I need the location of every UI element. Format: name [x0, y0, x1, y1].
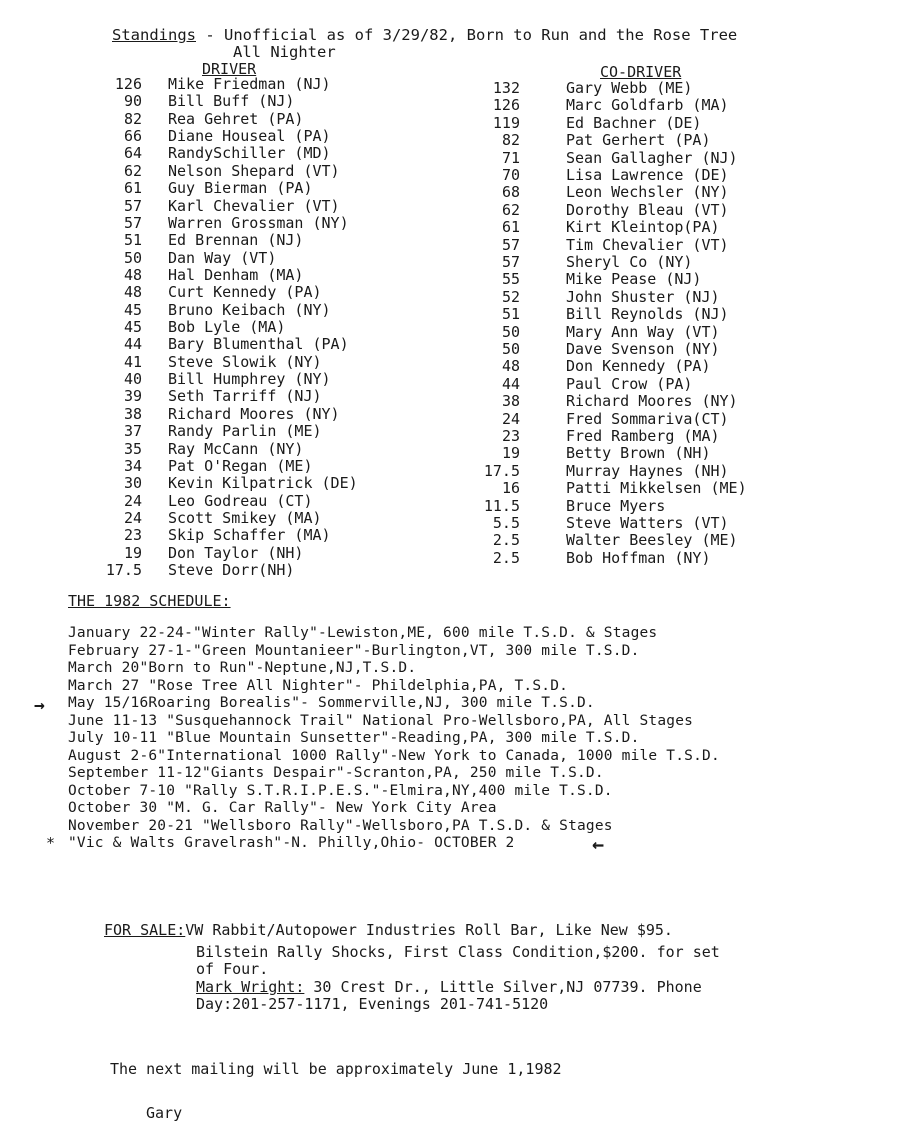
driver-row — [104, 284, 322, 301]
driver-name: Ed Brennan (NJ) — [168, 231, 304, 250]
codriver-score: 70 — [501, 166, 520, 184]
codriver-row — [480, 271, 701, 288]
driver-score: 38 — [123, 404, 142, 423]
codriver-row — [480, 150, 738, 167]
codriver-score: 82 — [501, 131, 520, 150]
schedule-event: February 27-1-"Green Mountanieer"-Burlington,VT, 300 mile T.S.D. — [68, 642, 640, 659]
codriver-row — [480, 376, 692, 393]
codriver-row — [480, 97, 729, 114]
codriver-row — [480, 254, 692, 271]
driver-score: 57 — [123, 196, 142, 215]
codriver-name: Patti Mikkelsen (ME) — [566, 479, 747, 498]
driver-row — [104, 371, 331, 388]
driver-name: RandySchiller (MD) — [168, 144, 331, 163]
codriver-row — [480, 393, 738, 410]
codriver-row — [480, 515, 729, 532]
driver-row — [104, 475, 358, 492]
codriver-score: 57 — [501, 235, 520, 254]
driver-score: 19 — [123, 543, 142, 562]
driver-name: Skip Schaffer (MA) — [168, 526, 331, 545]
for-sale-label: FOR SALE: — [104, 921, 186, 939]
codriver-name: Steve Watters (VT) — [566, 514, 729, 532]
driver-row — [104, 458, 313, 475]
driver-score: 23 — [123, 526, 142, 545]
codriver-score: 68 — [501, 183, 520, 202]
driver-name: Bob Lyle (MA) — [168, 318, 286, 337]
driver-name: Mike Friedman (NJ) — [168, 75, 331, 93]
schedule-event: "Vic & Walts Gravelrash"-N. Philly,Ohio- OCTOBER 2 — [68, 835, 515, 851]
standings-title — [112, 26, 737, 44]
driver-row — [104, 163, 340, 180]
codriver-name: Paul Crow (PA) — [566, 374, 693, 393]
driver-score: 30 — [123, 474, 142, 493]
driver-name: Nelson Shepard (VT) — [168, 161, 340, 180]
schedule-event: July 10-11 "Blue Mountain Sunsetter"-Reading,PA, 300 mile T.S.D. — [68, 730, 640, 746]
driver-row — [104, 93, 294, 110]
codriver-name: Tim Chevalier (VT) — [566, 235, 729, 254]
codriver-score: 57 — [501, 253, 520, 271]
driver-score: 61 — [123, 179, 142, 198]
codriver-name: Don Kennedy (PA) — [566, 357, 711, 376]
asterisk-mark: * — [46, 834, 56, 852]
codriver-row — [480, 480, 747, 497]
codriver-score: 19 — [501, 444, 520, 463]
driver-name: Rea Gehret (PA) — [168, 109, 304, 128]
driver-name: Guy Bierman (PA) — [168, 179, 313, 198]
codriver-row — [480, 358, 711, 375]
driver-name: Steve Dorr(NH) — [168, 561, 295, 580]
codriver-row — [480, 498, 665, 515]
codriver-score: 48 — [501, 357, 520, 376]
codriver-score: 44 — [501, 374, 520, 393]
codriver-row — [480, 306, 729, 323]
codriver-name: Gary Webb (ME) — [566, 79, 693, 97]
codriver-name: Ed Bachner (DE) — [566, 113, 702, 132]
driver-name: Bill Humphrey (NY) — [168, 370, 331, 389]
left-pointing-arrow-icon: → — [34, 695, 45, 716]
codriver-name: Sean Gallagher (NJ) — [566, 148, 738, 167]
driver-row — [104, 388, 322, 405]
codriver-score: 52 — [501, 287, 520, 306]
codriver-row — [480, 428, 720, 445]
driver-row — [104, 527, 331, 544]
codriver-name: Marc Goldfarb (MA) — [566, 96, 729, 115]
driver-score: 37 — [123, 422, 142, 441]
codriver-score: 2.5 — [492, 548, 520, 567]
codriver-name: Mary Ann Way (VT) — [566, 322, 720, 341]
driver-name: Scott Smikey (MA) — [168, 509, 322, 527]
schedule-event: September 11-12"Giants Despair"-Scranton,PA, 250 mile T.S.D. — [68, 765, 604, 781]
driver-score: 90 — [123, 92, 142, 111]
driver-row — [104, 250, 276, 267]
driver-row — [104, 111, 303, 128]
driver-score: 126 — [114, 75, 142, 93]
schedule-heading: THE 1982 SCHEDULE: — [68, 592, 231, 610]
driver-row — [104, 423, 322, 440]
codriver-score: 23 — [501, 427, 520, 445]
driver-score: 17.5 — [105, 561, 142, 580]
codriver-score: 61 — [501, 218, 520, 237]
driver-row — [104, 145, 331, 162]
driver-score: 62 — [123, 161, 142, 180]
codriver-name: Richard Moores (NY) — [566, 392, 738, 411]
codriver-name: Fred Ramberg (MA) — [566, 427, 720, 445]
driver-row — [104, 267, 303, 284]
codriver-row — [480, 115, 701, 132]
driver-score: 24 — [123, 491, 142, 510]
driver-name: Bary Blumenthal (PA) — [168, 335, 349, 354]
standings-title-line2: All Nighter — [233, 43, 336, 61]
codriver-score: 2.5 — [492, 531, 520, 550]
driver-score: 35 — [123, 439, 142, 458]
driver-name: Ray McCann (NY) — [168, 439, 304, 458]
driver-row — [104, 232, 303, 249]
codriver-name: Bob Hoffman (NY) — [566, 548, 711, 567]
driver-row — [104, 441, 303, 458]
codriver-score: 5.5 — [492, 514, 520, 532]
driver-name: Don Taylor (NH) — [168, 543, 304, 562]
codriver-score: 132 — [492, 79, 520, 97]
driver-name: Warren Grossman (NY) — [168, 213, 349, 232]
codriver-row — [480, 324, 720, 341]
driver-score: 64 — [123, 144, 142, 163]
schedule-event: October 30 "M. G. Car Rally"- New York City Area — [68, 800, 497, 816]
driver-name: Steve Slowik (NY) — [168, 352, 322, 371]
driver-row — [104, 562, 294, 579]
driver-name: Dan Way (VT) — [168, 248, 277, 267]
driver-row — [104, 198, 340, 215]
driver-row — [104, 215, 349, 232]
driver-row — [104, 319, 285, 336]
for-sale-line1: VW Rabbit/Autopower Industries Roll Bar, Like New $95. — [185, 921, 673, 939]
schedule-event: March 27 "Rose Tree All Nighter"- Phildelphia,PA, T.S.D. — [68, 677, 569, 694]
signature: Gary — [146, 1104, 183, 1122]
codriver-name: Dorothy Bleau (VT) — [566, 200, 729, 219]
driver-score: 66 — [123, 127, 142, 146]
next-mailing-note: The next mailing will be approximately June 1,1982 — [110, 1060, 562, 1078]
for-sale-block — [104, 922, 673, 939]
codriver-name: Walter Beesley (ME) — [566, 531, 738, 550]
codriver-score: 16 — [501, 479, 520, 498]
driver-name: Hal Denham (MA) — [168, 265, 304, 284]
codriver-row — [480, 219, 720, 236]
schedule-event: August 2-6"International 1000 Rally"-New York to Canada, 1000 mile T.S.D. — [68, 747, 720, 764]
codriver-name: Dave Svenson (NY) — [566, 340, 720, 358]
driver-score: 24 — [123, 509, 142, 527]
contact-name: Mark Wright: — [196, 978, 305, 996]
codriver-name: Pat Gerhert (PA) — [566, 131, 711, 150]
driver-row — [104, 493, 313, 510]
codriver-row — [480, 411, 729, 428]
codriver-row — [480, 445, 711, 462]
codriver-row — [480, 132, 711, 149]
codriver-row — [480, 80, 692, 97]
codriver-row — [480, 167, 729, 184]
driver-score: 48 — [123, 283, 142, 302]
codriver-row — [480, 550, 711, 567]
codriver-name: John Shuster (NJ) — [566, 287, 720, 306]
codriver-name: Lisa Lawrence (DE) — [566, 166, 729, 184]
codriver-score: 51 — [501, 305, 520, 324]
driver-score: 39 — [123, 387, 142, 406]
driver-score: 50 — [123, 248, 142, 267]
codriver-row — [480, 202, 729, 219]
driver-row — [104, 545, 303, 562]
driver-name: Curt Kennedy (PA) — [168, 283, 322, 302]
for-sale-phone: Day:201-257-1171, Evenings 201-741-5120 — [196, 995, 549, 1013]
schedule-event: March 20"Born to Run"-Neptune,NJ,T.S.D. — [68, 660, 417, 676]
codriver-name: Fred Sommariva(CT) — [566, 409, 729, 428]
codriver-name: Murray Haynes (NH) — [566, 461, 729, 480]
for-sale-contact — [196, 978, 702, 996]
codriver-row — [480, 289, 720, 306]
driver-name: Diane Houseal (PA) — [168, 127, 331, 146]
driver-score: 44 — [123, 335, 142, 354]
driver-score: 40 — [123, 370, 142, 389]
driver-score: 45 — [123, 318, 142, 337]
driver-score: 48 — [123, 265, 142, 284]
driver-row — [104, 302, 331, 319]
codriver-name: Bill Reynolds (NJ) — [566, 305, 729, 324]
codriver-score: 17.5 — [483, 461, 520, 480]
driver-name: Randy Parlin (ME) — [168, 422, 322, 441]
schedule-event: January 22-24-"Winter Rally"-Lewiston,ME, 600 mile T.S.D. & Stages — [68, 625, 658, 641]
codriver-name: Mike Pease (NJ) — [566, 270, 702, 289]
driver-score: 34 — [123, 456, 142, 475]
driver-score: 41 — [123, 352, 142, 371]
driver-row — [104, 128, 331, 145]
driver-row — [104, 354, 322, 371]
driver-name: Leo Godreau (CT) — [168, 491, 313, 510]
schedule-event: May 15/16Roaring Borealis"- Sommerville,NJ, 300 mile T.S.D. — [68, 695, 595, 711]
codriver-name: Betty Brown (NH) — [566, 444, 711, 463]
codriver-heading: CO-DRIVER — [600, 63, 682, 81]
driver-name: Pat O'Regan (ME) — [168, 456, 313, 475]
codriver-name: Sheryl Co (NY) — [566, 253, 693, 271]
driver-row — [104, 336, 349, 353]
contact-address: 30 Crest Dr., Little Silver,NJ 07739. Phone — [304, 978, 702, 996]
driver-row — [104, 510, 322, 527]
driver-name: Kevin Kilpatrick (DE) — [168, 474, 358, 493]
codriver-name: Kirt Kleintop(PA) — [566, 218, 720, 237]
codriver-score: 50 — [501, 322, 520, 341]
codriver-score: 11.5 — [483, 496, 520, 515]
driver-score: 45 — [123, 300, 142, 319]
codriver-row — [480, 341, 720, 358]
driver-score: 57 — [123, 213, 142, 232]
codriver-score: 24 — [501, 409, 520, 428]
codriver-score: 126 — [492, 96, 520, 115]
for-sale-line2: Bilstein Rally Shocks, First Class Condition,$200. for set — [196, 943, 720, 961]
driver-heading: DRIVER — [202, 60, 257, 78]
standings-title-rest: - Unofficial as of 3/29/82, Born to Run and the Rose Tree — [196, 26, 738, 44]
schedule-event: June 11-13 "Susquehannock Trail" National Pro-Wellsboro,PA, All Stages — [68, 712, 694, 729]
codriver-row — [480, 463, 729, 480]
driver-score: 82 — [123, 109, 142, 128]
codriver-score: 55 — [501, 270, 520, 289]
driver-row — [104, 76, 331, 93]
codriver-row — [480, 532, 738, 549]
right-pointing-arrow-icon: ← — [592, 832, 605, 856]
codriver-row — [480, 184, 729, 201]
codriver-score: 38 — [501, 392, 520, 411]
driver-name: Bruno Keibach (NY) — [168, 300, 331, 319]
driver-name: Seth Tarriff (NJ) — [168, 387, 322, 406]
codriver-row — [480, 237, 729, 254]
codriver-score: 71 — [501, 148, 520, 167]
codriver-score: 50 — [501, 340, 520, 358]
codriver-score: 62 — [501, 200, 520, 219]
driver-name: Richard Moores (NY) — [168, 404, 340, 423]
driver-name: Karl Chevalier (VT) — [168, 196, 340, 215]
driver-score: 51 — [123, 231, 142, 250]
for-sale-line3: of Four. — [196, 960, 269, 978]
driver-row — [104, 180, 313, 197]
driver-name: Bill Buff (NJ) — [168, 92, 295, 111]
driver-row — [104, 406, 340, 423]
schedule-event: November 20-21 "Wellsboro Rally"-Wellsboro,PA T.S.D. & Stages — [68, 817, 613, 834]
codriver-name: Bruce Myers — [566, 496, 666, 515]
standings-title-underlined: Standings — [112, 26, 196, 44]
codriver-name: Leon Wechsler (NY) — [566, 183, 729, 202]
schedule-event: October 7-10 "Rally S.T.R.I.P.E.S."-Elmira,NY,400 mile T.S.D. — [68, 782, 613, 799]
codriver-score: 119 — [492, 113, 520, 132]
